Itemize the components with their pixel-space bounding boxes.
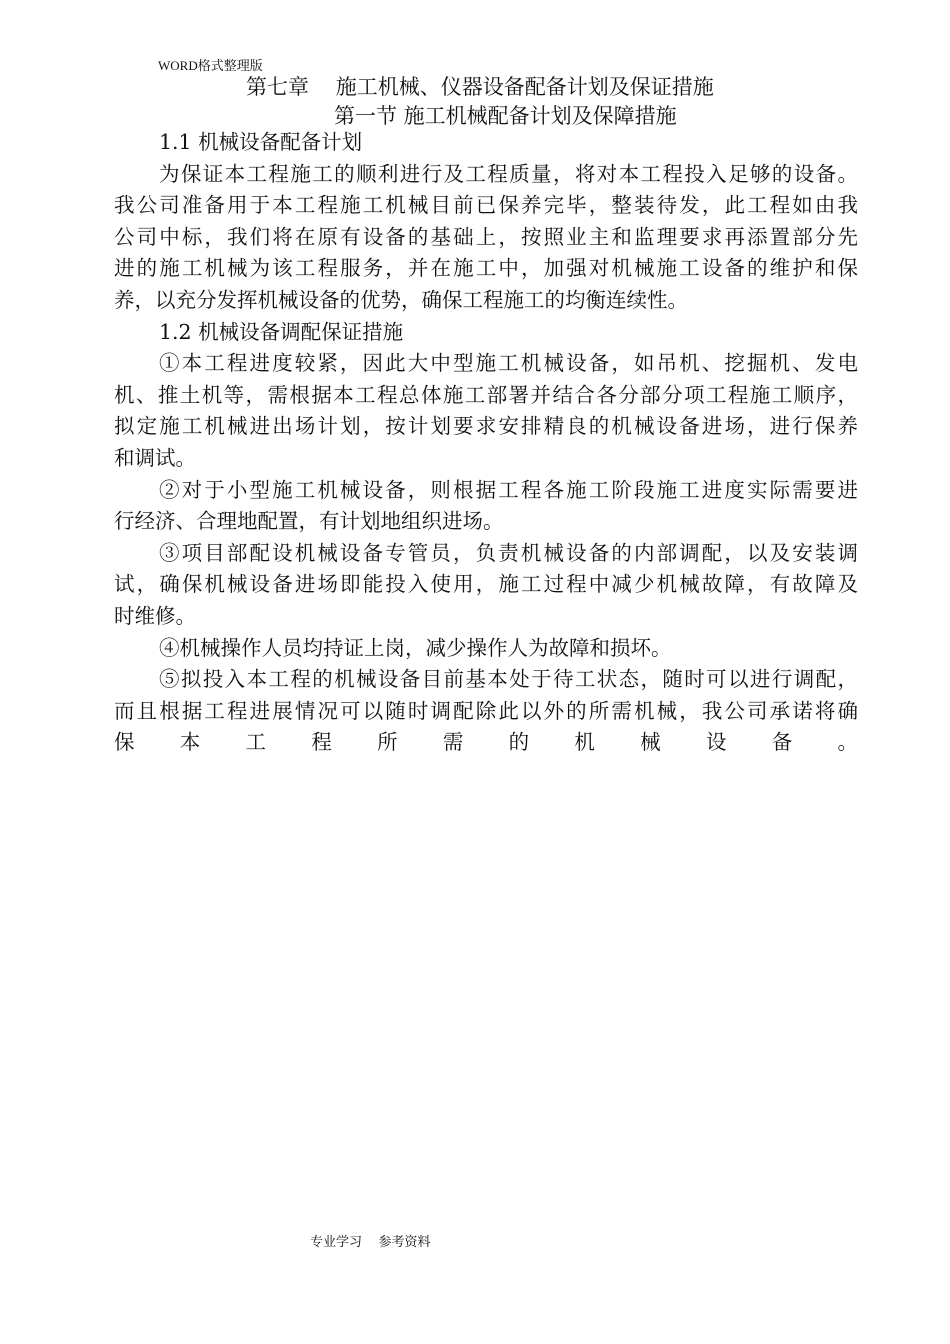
paragraph-line: ①本工程进度较紧，因此大中型施工机械设备，如吊机、挖掘机、发电 bbox=[159, 351, 858, 376]
paragraph-line: ④机械操作人员均持证上岗，减少操作人为故障和损坏。 bbox=[159, 635, 672, 660]
paragraph-line: 时维修。 bbox=[114, 603, 196, 628]
paragraph-line: ③项目部配设机械设备专管员，负责机械设备的内部调配，以及安装调 bbox=[159, 540, 858, 565]
section-title: 第一节 施工机械配备计划及保障措施 bbox=[334, 104, 677, 128]
paragraph-line: 保 本 工 程 所 需 的 机 械 设 备 。 bbox=[114, 730, 858, 755]
body-text bbox=[114, 127, 858, 759]
paragraph-line: ②对于小型施工机械设备，则根据工程各施工阶段施工进度实际需要进 bbox=[159, 477, 858, 502]
header-note: WORD格式整理版 bbox=[158, 58, 263, 73]
paragraph-line: 进的施工机械为该工程服务，并在施工中，加强对机械施工设备的维护和保 bbox=[114, 256, 858, 281]
paragraph-line: 为保证本工程施工的顺利进行及工程质量，将对本工程投入足够的设备。 bbox=[159, 161, 858, 186]
paragraph-line: ⑤拟投入本工程的机械设备目前基本处于待工状态，随时可以进行调配， bbox=[159, 667, 858, 692]
paragraph-line: 公司中标，我们将在原有设备的基础上，按照业主和监理要求再添置部分先 bbox=[114, 224, 858, 249]
paragraph-line: 和调试。 bbox=[114, 445, 196, 470]
paragraph-line: 机、推土机等，需根据本工程总体施工部署并结合各分部分项工程施工顺序， bbox=[114, 382, 858, 407]
paragraph-line: 养，以充分发挥机械设备的优势，确保工程施工的均衡连续性。 bbox=[114, 287, 688, 312]
footer-note: 专业学习 参考资料 bbox=[310, 1235, 431, 1250]
paragraph-line: 行经济、合理地配置，有计划地组织进场。 bbox=[114, 509, 504, 534]
paragraph-line: 我公司准备用于本工程施工机械目前已保养完毕，整装待发，此工程如由我 bbox=[114, 193, 858, 218]
chapter-title: 第七章 施工机械、仪器设备配备计划及保证措施 bbox=[246, 75, 714, 99]
paragraph-line: 而且根据工程进展情况可以随时调配除此以外的所需机械，我公司承诺将确 bbox=[114, 698, 858, 723]
paragraph-line: 拟定施工机械进出场计划，按计划要求安排精良的机械设备进场，进行保养 bbox=[114, 414, 858, 439]
subheading-1-2: 1.2 机械设备调配保证措施 bbox=[159, 319, 404, 344]
paragraph-line: 试，确保机械设备进场即能投入使用，施工过程中减少机械故障，有故障及 bbox=[114, 572, 858, 597]
subheading-1-1: 1.1 机械设备配备计划 bbox=[159, 130, 363, 154]
